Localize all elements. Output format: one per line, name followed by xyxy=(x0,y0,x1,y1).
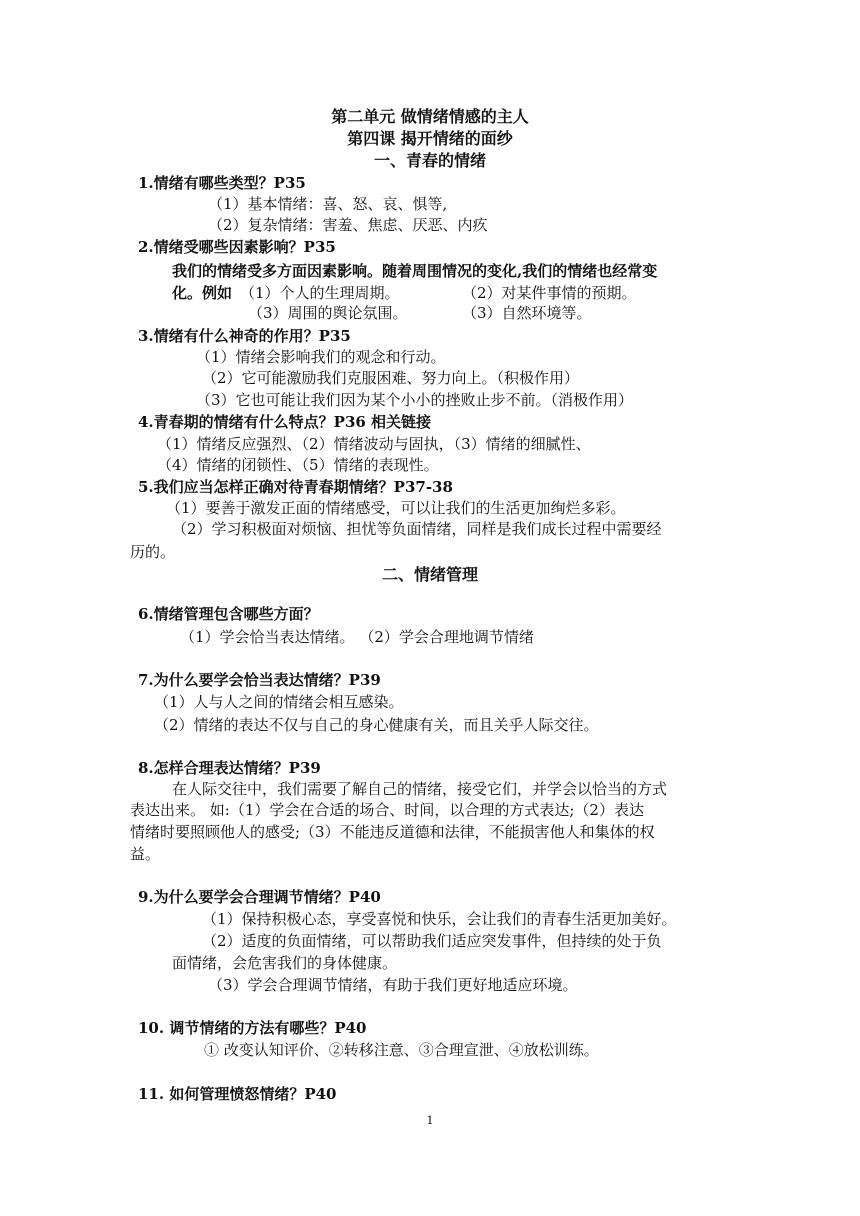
question-7: 7.为什么要学会恰当表达情绪？P39 xyxy=(138,671,381,689)
answer-8-line1: 在人际交往中，我们需要了解自己的情绪，接受它们，并学会以恰当的方式 xyxy=(172,780,668,798)
question-10: 10. 调节情绪的方法有哪些？P40 xyxy=(138,1019,367,1037)
answer-8-line2: 表达出来。 如:（1）学会在合适的场合、时间，以合理的方式表达;（2）表达 xyxy=(130,801,644,819)
question-9: 9.为什么要学会合理调节情绪？P40 xyxy=(138,888,381,906)
answer-3-1: （1）情绪会影响我们的观念和行动。 xyxy=(196,348,446,366)
unit-title: 第二单元 做情绪情感的主人 xyxy=(331,107,529,126)
page-number: 1 xyxy=(426,1114,434,1127)
answer-9-1: （1）保持积极心态，享受喜悦和快乐，会让我们的青春生活更加美好。 xyxy=(202,910,677,928)
answer-7-2: （2）情绪的表达不仅与自己的身心健康有关，而且关乎人际交往。 xyxy=(154,716,599,734)
question-4: 4.青春期的情绪有什么特点？P36 相关链接 xyxy=(138,413,432,431)
section-title-youth-emotions: 一、青春的情绪 xyxy=(373,151,486,170)
answer-8-line4: 益。 xyxy=(130,845,161,863)
question-6: 6.情绪管理包含哪些方面？ xyxy=(138,605,319,623)
question-5: 5.我们应当怎样正确对待青春期情绪？P37-38 xyxy=(138,478,453,496)
answer-2-line1: 我们的情绪受多方面因素影响。随着周围情况的变化,我们的情绪也经常变 xyxy=(172,262,658,280)
answer-1-1: （1）基本情绪：喜、怒、哀、惧等, xyxy=(208,195,448,213)
question-11: 11. 如何管理愤怒情绪？P40 xyxy=(138,1085,337,1103)
answer-2-factor-2: （2）对某件事情的预期。 xyxy=(462,284,637,302)
section-title-emotion-management: 二、情绪管理 xyxy=(381,565,478,584)
question-1: 1.情绪有哪些类型？P35 xyxy=(138,174,306,192)
question-2: 2.情绪受哪些因素影响？P35 xyxy=(138,238,336,256)
answer-8-line3: 情绪时要照顾他人的感受;（3）不能违反道德和法律，不能损害他人和集体的权 xyxy=(130,823,655,841)
answer-6: （1）学会恰当表达情绪。 （2）学会合理地调节情绪 xyxy=(180,628,534,646)
answer-9-2a: （2）适度的负面情绪，可以帮助我们适应突发事件，但持续的处于负 xyxy=(202,932,662,950)
answer-3-3: （3）它也可能让我们因为某个小小的挫败止步不前。（消极作用） xyxy=(196,391,634,409)
answer-2-factor-1: （1）个人的生理周期。 xyxy=(240,284,400,302)
answer-5-2b: 历的。 xyxy=(130,543,176,561)
answer-2-example-label: 化。例如 xyxy=(172,284,233,302)
answer-2-factor-4: （3）自然环境等。 xyxy=(462,304,592,322)
lesson-title: 第四课 揭开情绪的面纱 xyxy=(347,129,513,148)
answer-10: ① 改变认知评价、②转移注意、③合理宣泄、④放松训练。 xyxy=(204,1041,599,1059)
answer-7-1: （1）人与人之间的情绪会相互感染。 xyxy=(154,693,404,711)
answer-1-2: （2）复杂情绪：害羞、焦虑、厌恶、内疚 xyxy=(208,216,488,234)
answer-9-3: （3）学会合理调节情绪，有助于我们更好地适应环境。 xyxy=(208,976,578,994)
answer-3-2: （2）它可能激励我们克服困难、努力向上。（积极作用） xyxy=(202,369,580,387)
answer-4-1: （1）情绪反应强烈、（2）情绪波动与固执，（3）情绪的细腻性、 xyxy=(157,435,591,453)
answer-4-2: （4）情绪的闭锁性、（5）情绪的表现性。 xyxy=(157,456,439,474)
answer-9-2b: 面情绪，会危害我们的身体健康。 xyxy=(172,954,398,972)
answer-5-1: （1）要善于激发正面的情绪感受，可以让我们的生活更加绚烂多彩。 xyxy=(166,499,626,517)
question-8: 8.怎样合理表达情绪？P39 xyxy=(138,759,321,777)
question-3: 3.情绪有什么神奇的作用？P35 xyxy=(138,327,351,345)
answer-2-factor-3: （3）周围的舆论氛围。 xyxy=(248,304,408,322)
answer-5-2a: （2）学习积极面对烦恼、担忧等负面情绪，同样是我们成长过程中需要经 xyxy=(172,520,662,538)
